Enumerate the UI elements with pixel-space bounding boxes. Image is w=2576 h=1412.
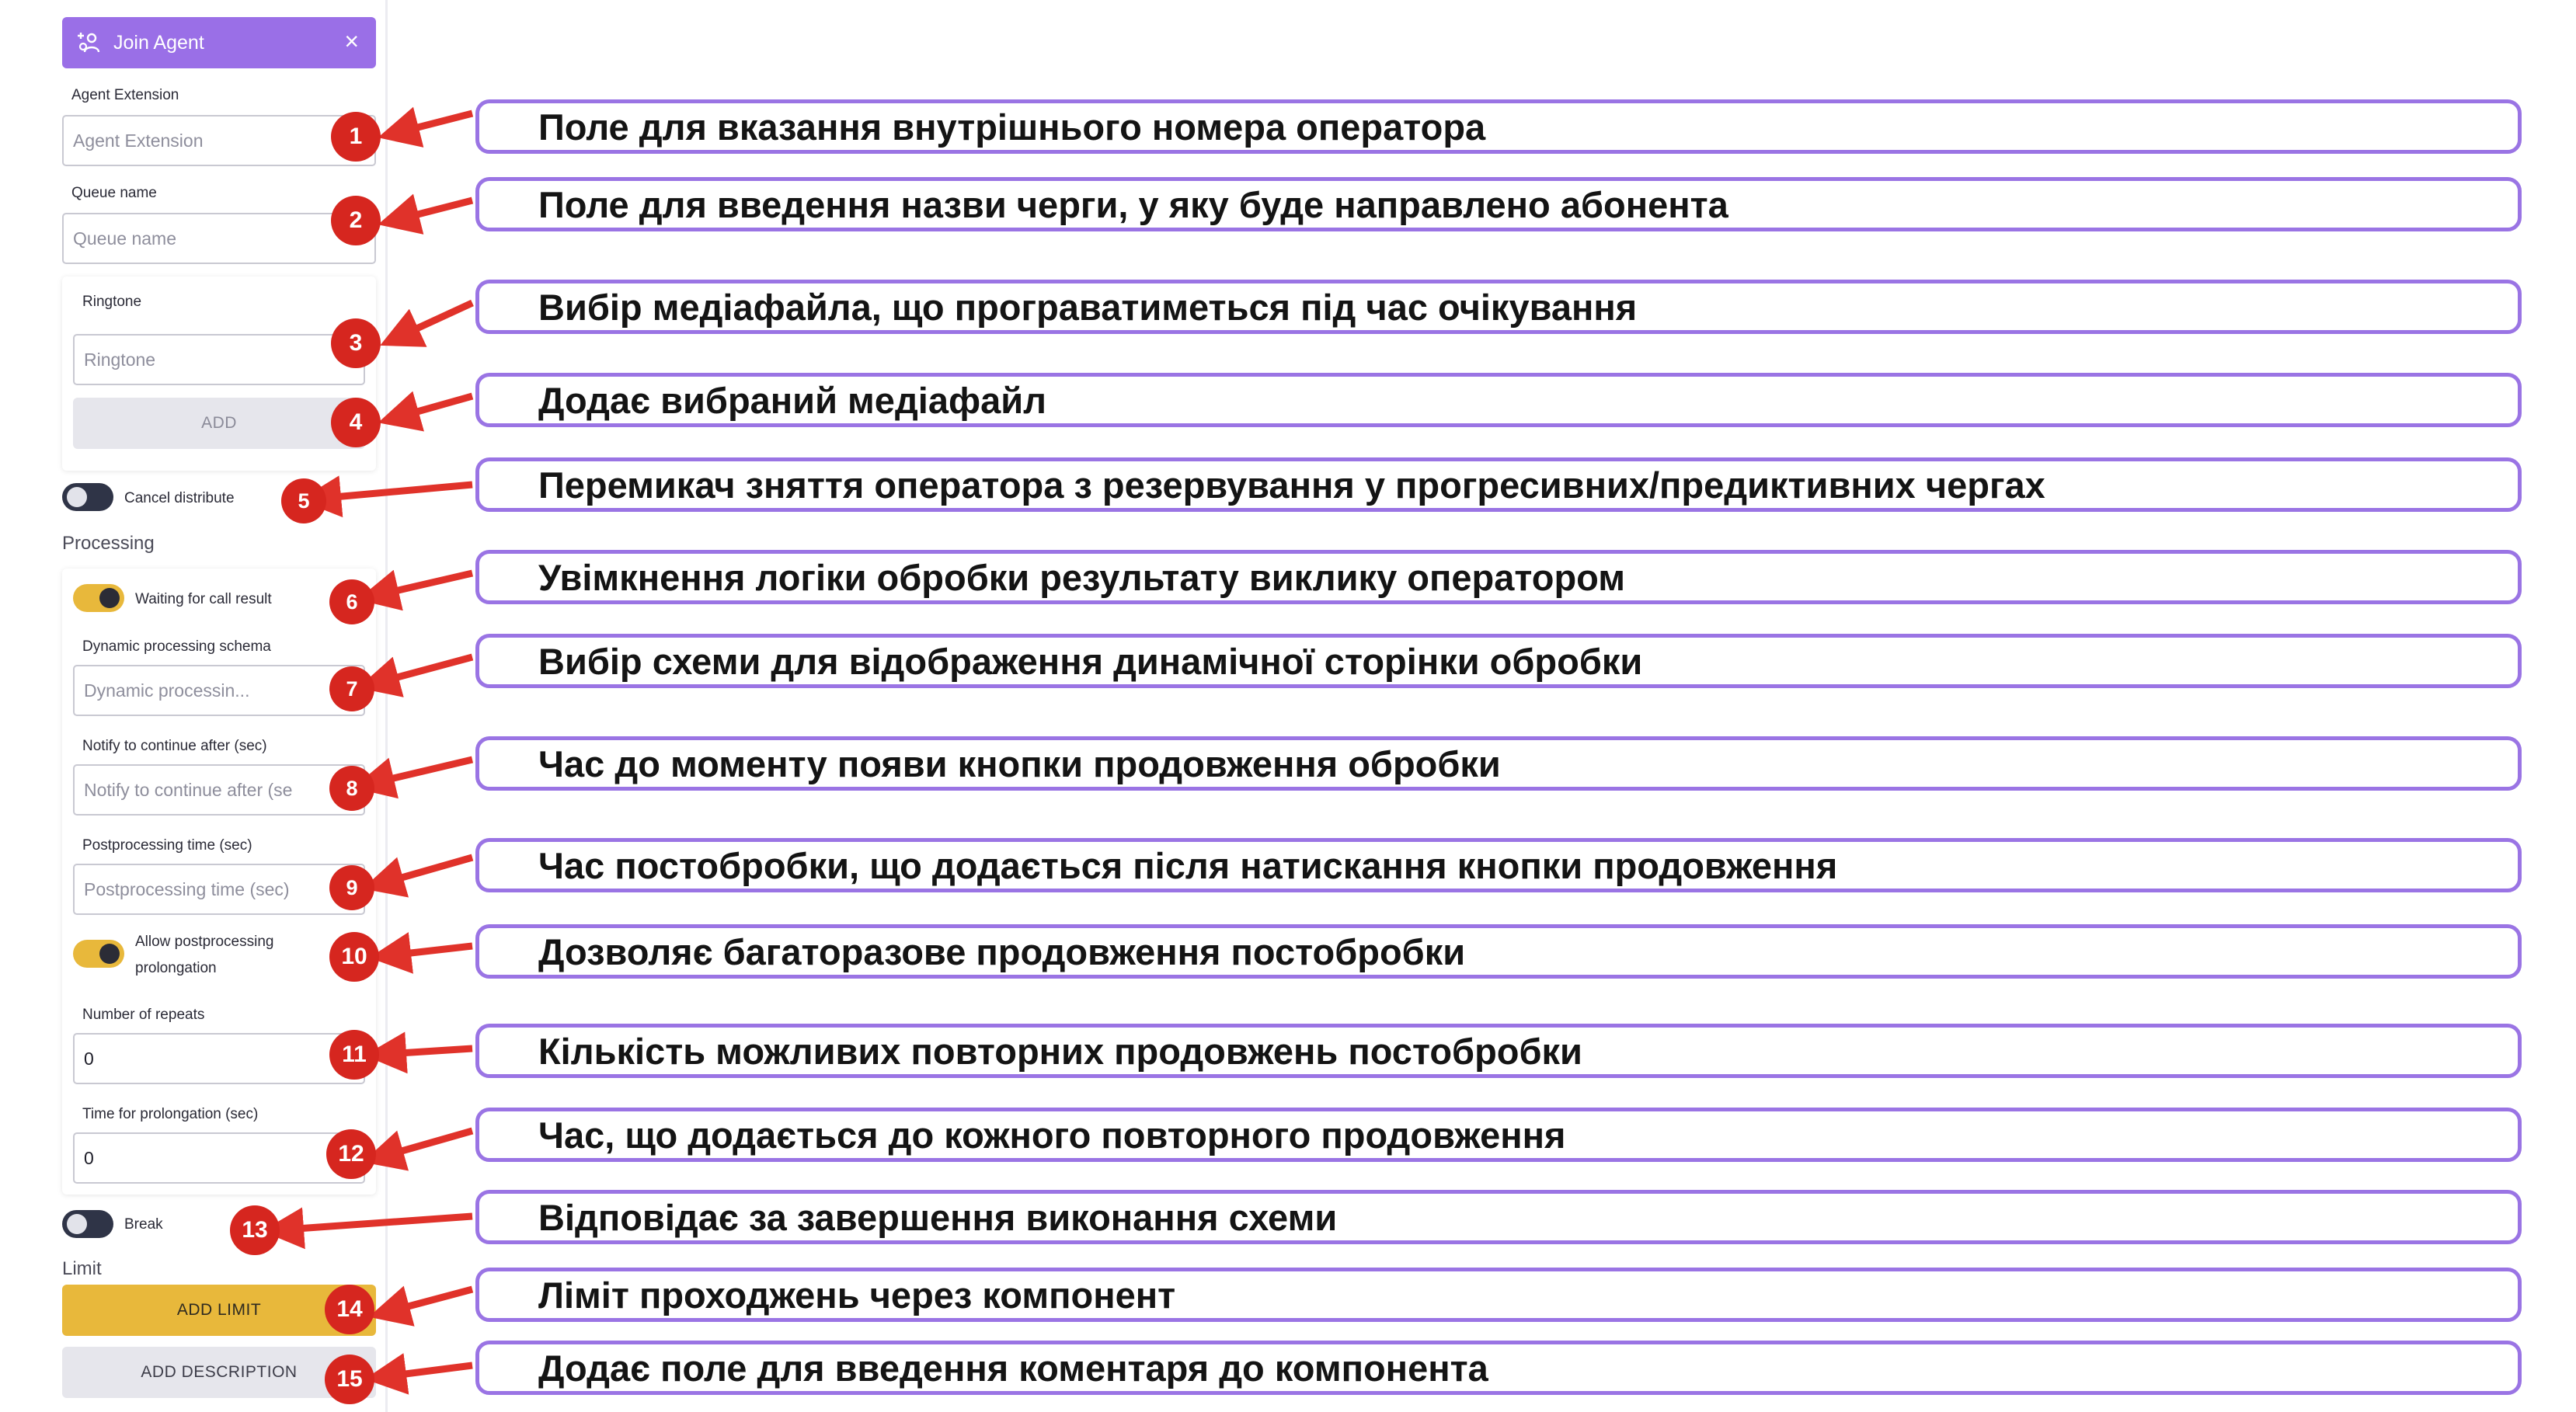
callout-text-11: Кількість можливих повторних продовжень постобробки <box>475 1024 2522 1078</box>
arrow-13 <box>297 1216 472 1229</box>
dynamic-processing-schema-label: Dynamic processing schema <box>82 638 271 655</box>
add-description-button[interactable]: ADD DESCRIPTION <box>62 1347 376 1398</box>
callout-text-9: Час постобробки, що додається після натискання кнопки продовження <box>475 838 2522 892</box>
callout-badge-15: 15 <box>325 1355 374 1404</box>
callout-badge-11: 11 <box>329 1030 379 1080</box>
break-label: Break <box>124 1216 163 1233</box>
arrow-12 <box>396 1131 472 1153</box>
arrow-6 <box>392 573 472 592</box>
callout-text-3: Вибір медіафайла, що програватиметься під час очікування <box>475 280 2522 334</box>
add-ringtone-button[interactable]: ADD <box>73 398 365 449</box>
queue-name-label: Queue name <box>71 185 157 201</box>
add-limit-button[interactable]: ADD LIMIT <box>62 1285 376 1336</box>
callout-badge-6: 6 <box>329 579 374 624</box>
close-icon[interactable]: × <box>344 27 359 55</box>
callout-badge-8: 8 <box>329 766 374 811</box>
arrow-1 <box>412 113 472 129</box>
callout-badge-3: 3 <box>331 318 381 368</box>
callout-text-15: Додає поле для введення коментаря до компонента <box>475 1341 2522 1395</box>
allow-postprocessing-label-line1: Allow postprocessing <box>135 934 274 950</box>
arrow-3 <box>412 303 472 331</box>
arrow-7 <box>392 657 472 679</box>
panel-title: Join Agent <box>113 32 204 54</box>
callout-text-10: Дозволяє багаторазове продовження постобробки <box>475 924 2522 979</box>
postprocessing-time-label: Postprocessing time (sec) <box>82 837 252 854</box>
callout-text-12: Час, що додається до кожного повторного продовження <box>475 1108 2522 1162</box>
allow-postprocessing-label-line2: prolongation <box>135 960 217 976</box>
callout-badge-9: 9 <box>329 865 374 910</box>
arrow-9 <box>396 857 472 879</box>
arrow-2 <box>412 200 472 216</box>
callout-badge-7: 7 <box>329 666 374 711</box>
processing-section-title: Processing <box>62 533 155 554</box>
callout-badge-14: 14 <box>325 1285 374 1334</box>
waiting-for-call-result-label: Waiting for call result <box>135 591 272 607</box>
cancel-distribute-label: Cancel distribute <box>124 490 235 506</box>
callout-text-6: Увімкнення логіки обробки результату виклику оператором <box>475 550 2522 604</box>
callout-text-13: Відповідає за завершення виконання схеми <box>475 1190 2522 1244</box>
number-of-repeats-label: Number of repeats <box>82 1007 205 1023</box>
callout-badge-10: 10 <box>329 932 379 982</box>
callout-badge-5: 5 <box>281 478 326 523</box>
notify-to-continue-label: Notify to continue after (sec) <box>82 738 267 754</box>
time-for-prolongation-label: Time for prolongation (sec) <box>82 1106 259 1122</box>
callout-text-2: Поле для введення назви черги, у яку буде направлено абонента <box>475 177 2522 231</box>
callout-text-7: Вибір схеми для відображення динамічної сторінки обробки <box>475 634 2522 688</box>
callout-text-8: Час до моменту появи кнопки продовження обробки <box>475 736 2522 791</box>
callout-badge-13: 13 <box>230 1205 280 1255</box>
limit-section-title: Limit <box>62 1258 102 1279</box>
ringtone-label: Ringtone <box>82 294 142 310</box>
callout-badge-1: 1 <box>331 112 381 162</box>
callout-badge-12: 12 <box>326 1129 376 1179</box>
callout-badge-2: 2 <box>331 196 381 245</box>
arrow-5 <box>334 485 472 497</box>
arrow-11 <box>399 1049 472 1053</box>
arrow-10 <box>404 946 472 954</box>
arrow-14 <box>402 1289 472 1308</box>
callout-text-5: Перемикач зняття оператора з резервування у прогресивних/предиктивних чергах <box>475 457 2522 512</box>
callout-text-4: Додає вибраний медіафайл <box>475 373 2522 427</box>
callout-text-1: Поле для вказання внутрішнього номера оператора <box>475 99 2522 154</box>
callout-text-14: Ліміт проходжень через компонент <box>475 1268 2522 1322</box>
callout-badge-4: 4 <box>331 398 381 447</box>
arrow-15 <box>399 1365 472 1375</box>
agent-extension-label: Agent Extension <box>71 87 179 103</box>
arrow-8 <box>387 760 472 780</box>
arrow-4 <box>412 396 472 413</box>
